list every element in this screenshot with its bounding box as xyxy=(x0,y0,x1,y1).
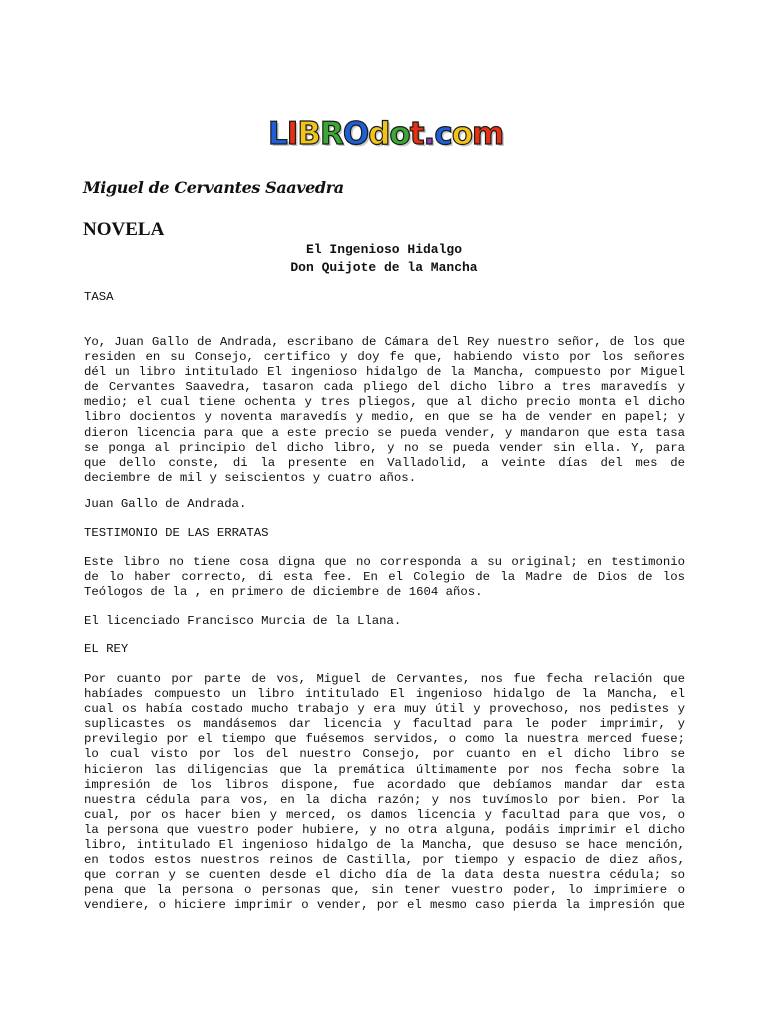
erratas-paragraph xyxy=(84,555,685,600)
logo-letter: o xyxy=(451,116,473,152)
tasa-signature: Juan Gallo de Andrada. xyxy=(84,497,247,511)
logo-letter: I xyxy=(286,116,298,152)
logo-letter: O xyxy=(342,116,369,152)
paragraph-line: habíades compuesto un libro intitulado El ingenioso hidalgo de la Mancha, el xyxy=(84,687,685,702)
paragraph-line: lo cual visto por los del nuestro Consejo, por cuanto en el dicho libro se xyxy=(84,747,685,762)
genre-heading: NOVELA xyxy=(83,219,165,240)
paragraph-line: cual os había costado mucho trabajo y era muy útil y provechoso, nos pedistes y xyxy=(84,702,685,717)
paragraph-line: libro, intitulado El ingenioso hidalgo de la Mancha, que desuso se hace mención, xyxy=(84,838,685,853)
section-heading-rey: EL REY xyxy=(84,642,129,656)
logo-letter: d xyxy=(368,116,390,152)
paragraph-line: previlegio por el tiempo que fuésemos servidos, o como la nuestra merced fuese; xyxy=(84,732,685,747)
logo-letter: R xyxy=(319,116,343,152)
rey-paragraph xyxy=(84,672,685,914)
paragraph-line: en todos estos nuestros reinos de Castilla, por tiempo y espacio de diez años, xyxy=(84,853,685,868)
paragraph-line: Por cuanto por parte de vos, Miguel de Cervantes, nos fue fecha relación que xyxy=(84,672,685,686)
author-name: Miguel de Cervantes Saavedra xyxy=(83,178,344,197)
paragraph-line: se ponga al principio del dicho libro, y no se pueda vender sin ella. Y, para xyxy=(84,440,685,455)
paragraph-line: Teólogos de la , en primero de diciembre de 1604 años. xyxy=(84,585,483,600)
logo-letter: B xyxy=(297,116,320,152)
paragraph-line: hicieron las diligencias que la premática últimamente por nos fecha sobre la xyxy=(84,762,685,777)
paragraph-line: que dello conste, di la presente en Valladolid, a veinte días del mes de xyxy=(84,455,685,470)
logo-letter: . xyxy=(423,116,435,152)
paragraph-line: la persona que vuestro poder hubiere, y no otra alguna, podáis imprimir el dicho xyxy=(84,822,685,837)
tasa-paragraph xyxy=(84,335,685,486)
paragraph-line: suplicastes os mandásemos dar licencia y facultad para le poder imprimir, y xyxy=(84,717,685,732)
paragraph-line: cual, por os hacer bien y merced, os damos licencia y facultad para que vos, o xyxy=(84,807,685,822)
book-title-line-1: El Ingenioso Hidalgo xyxy=(305,242,463,257)
logo-letter: o xyxy=(389,116,410,152)
paragraph-line: nuestra cédula para vos, en la dicha razón; y nos tuvímoslo por bien. Por la xyxy=(84,792,685,807)
paragraph-line: residen en su Consejo, certifico y doy fe que, habiendo visto por los señores xyxy=(84,350,685,365)
paragraph-line: deciembre de mil y seiscientos y cuatro años. xyxy=(84,470,417,485)
logo-letter: c xyxy=(434,116,452,152)
paragraph-line: de lo haber correcto, di esta fee. En el Colegio de la Madre de Dios de los xyxy=(84,570,685,585)
paragraph-line: dél un libro intitulado El ingenioso hidalgo de la Mancha, compuesto por Miguel xyxy=(84,365,685,380)
paragraph-line: medio; el cual tiene ochenta y tres pliegos, que al dicho precio monta el dicho xyxy=(84,395,685,410)
paragraph-line: que corran y se cuenten desde el dicho día de la data desta nuestra cédula; so xyxy=(84,868,685,883)
paragraph-line: de Cervantes Saavedra, tasaron cada pliego del dicho libro a tres maravedís y xyxy=(84,380,685,395)
paragraph-line: libro docientos y noventa maravedís y medio, en que se ha de vender en papel; y xyxy=(84,410,685,425)
paragraph-line: pena que la persona o personas que, sin tener vuestro poder, lo imprimiere o xyxy=(84,883,685,898)
paragraph-line: vendiere, o hiciere imprimir o vender, por el mesmo caso pierda la impresión que xyxy=(84,898,685,913)
logo-letter: m xyxy=(472,116,504,152)
paragraph-line: impresión de los libros dispone, fue acordado que debíamos mandar dar esta xyxy=(84,777,685,792)
erratas-signature: El licenciado Francisco Murcia de la Llana. xyxy=(84,614,402,628)
librodot-logo xyxy=(268,113,508,155)
paragraph-line: Este libro no tiene cosa digna que no corresponda a su original; en testimonio xyxy=(84,555,685,569)
paragraph-line: Yo, Juan Gallo de Andrada, escribano de Cámara del Rey nuestro señor, de los que xyxy=(84,335,685,349)
book-title-line-2: Don Quijote de la Mancha xyxy=(290,260,478,275)
section-heading-erratas: TESTIMONIO DE LAS ERRATAS xyxy=(84,526,269,540)
logo-letter: t xyxy=(409,116,424,152)
paragraph-line: dieron licencia para que a este precio se pueda vender, y mandaron que esta tasa xyxy=(84,425,685,440)
logo-letter: L xyxy=(268,116,287,152)
section-heading-tasa: TASA xyxy=(84,290,114,304)
